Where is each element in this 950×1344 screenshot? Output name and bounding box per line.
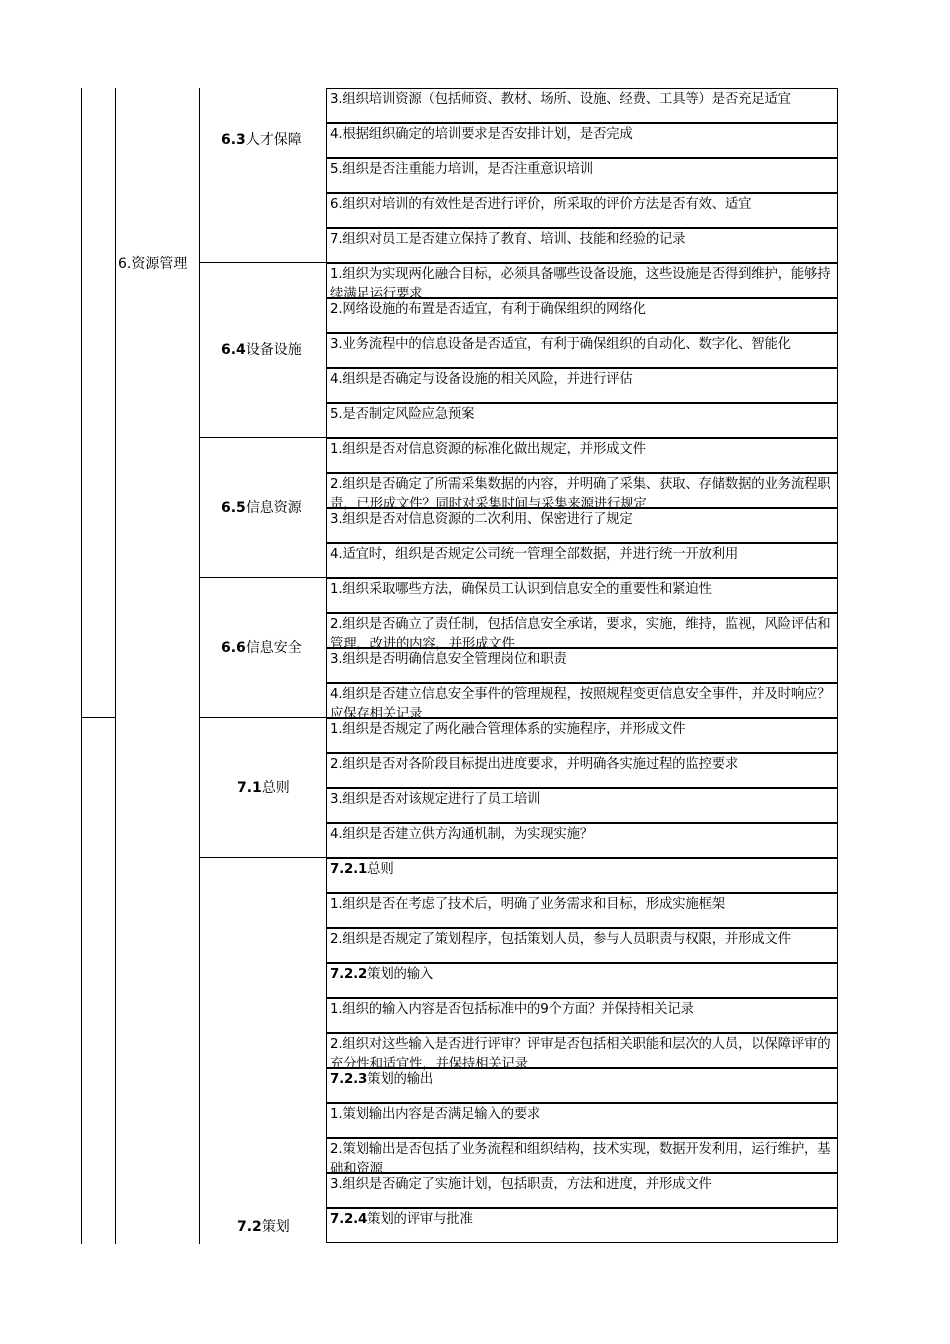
checklist-row-text: 1.组织是否对信息资源的标准化做出规定，并形成文件 (330, 442, 646, 457)
checklist-row-text: 3.组织是否对该规定进行了员工培训 (330, 792, 541, 807)
checklist-row-text: 5.组织是否注重能力培训，是否注重意识培训 (330, 162, 593, 177)
checklist-row-text: 1.组织为实现两化融合目标，必须具备哪些设备设施，这些设施是否得到维护，能够持续满足运行要求 (330, 267, 831, 302)
subsection-label: 6.6信息安全 (221, 640, 302, 656)
section-divider-6-7 (81, 717, 115, 718)
subheading-text: 总则 (367, 862, 394, 877)
checklist-row (326, 543, 838, 578)
checklist-row-text: 1.组织是否规定了两化融合管理体系的实施程序，并形成文件 (330, 722, 686, 737)
subsection-divider-7.1 (199, 857, 326, 858)
checklist-row (326, 193, 838, 228)
subsection-label: 7.2策划 (237, 1219, 290, 1235)
checklist-row (326, 1138, 838, 1177)
checklist-row-text: 3.组织是否确定了实施计划，包括职责，方法和进度，并形成文件 (330, 1177, 712, 1192)
checklist-row (326, 893, 838, 928)
section-label-resource-management: 6.资源管理 (118, 256, 188, 272)
checklist-row (326, 438, 838, 473)
checklist-row-text: 2.组织是否规定了策划程序，包括策划人员，参与人员职责与权限，并形成文件 (330, 932, 791, 947)
checklist-row-text: 4.组织是否建立信息安全事件的管理规程，按照规程变更信息安全事件，并及时响应？应保存相关记录 (330, 687, 831, 722)
subsection-divider-6.3 (199, 262, 326, 263)
checklist-row (326, 508, 838, 543)
checklist-row-text: 3.组织培训资源（包括师资、教材、场所、设施、经费、工具等）是否充足适宜 (330, 92, 791, 107)
checklist-row (326, 613, 838, 652)
checklist-row (326, 403, 838, 438)
subheading-number: 7.2.1 (330, 862, 368, 877)
checklist-row (326, 1033, 838, 1072)
checklist-row-text: 3.组织是否明确信息安全管理岗位和职责 (330, 652, 567, 667)
checklist-row (326, 158, 838, 193)
subsection-label: 6.3人才保障 (221, 132, 302, 148)
subheading-number: 7.2.4 (330, 1212, 368, 1227)
checklist-row-text: 4.适宜时，组织是否规定公司统一管理全部数据，并进行统一开放利用 (330, 547, 739, 562)
checklist-row-text: 5.是否制定风险应急预案 (330, 407, 475, 422)
checklist-row-text: 1.组织的输入内容是否包括标准中的9个方面？并保持相关记录 (330, 1002, 694, 1017)
checklist-row (326, 333, 838, 368)
subsection-label: 6.5信息资源 (221, 500, 302, 516)
checklist-subheading (326, 1208, 838, 1243)
subsection-divider-6.4 (199, 437, 326, 438)
subsection-divider-6.5 (199, 577, 326, 578)
checklist-row (326, 718, 838, 753)
checklist-row-text: 2.组织是否确立了责任制，包括信息安全承诺，要求，实施，维持，监视，风险评估和管理，改进的内容，并形成文件 (330, 617, 831, 652)
checklist-row (326, 228, 838, 263)
checklist-row-text: 2.策划输出是否包括了业务流程和组织结构，技术实现，数据开发利用，运行维护，基础和资源 (330, 1142, 831, 1177)
checklist-row (326, 368, 838, 403)
checklist-row (326, 648, 838, 683)
checklist-row (326, 753, 838, 788)
checklist-row (326, 123, 838, 158)
checklist-row (326, 1173, 838, 1208)
subheading-number: 7.2.3 (330, 1072, 368, 1087)
checklist-row-text: 1.组织是否在考虑了技术后，明确了业务需求和目标，形成实施框架 (330, 897, 725, 912)
checklist-row-text: 4.根据组织确定的培训要求是否安排计划，是否完成 (330, 127, 633, 142)
checklist-row-text: 3.组织是否对信息资源的二次利用、保密进行了规定 (330, 512, 633, 527)
checklist-row-text: 1.组织采取哪些方法，确保员工认识到信息安全的重要性和紧迫性 (330, 582, 712, 597)
subheading-text: 策划的输入 (367, 967, 434, 982)
checklist-subheading (326, 858, 838, 893)
checklist-subheading (326, 963, 838, 998)
checklist-row (326, 578, 838, 613)
checklist-row-text: 7.组织对员工是否建立保持了教育、培训、技能和经验的记录 (330, 232, 686, 247)
checklist-row-text: 2.组织是否对各阶段目标提出进度要求，并明确各实施过程的监控要求 (330, 757, 739, 772)
checklist-row-text: 4.组织是否建立供方沟通机制，为实现实施？ (330, 827, 593, 842)
table-border-left (81, 88, 82, 1244)
checklist-subheading (326, 1068, 838, 1103)
checklist-row-text: 1.策划输出内容是否满足输入的要求 (330, 1107, 541, 1122)
subsection-label: 7.1总则 (237, 780, 290, 796)
table-border-col1 (115, 88, 116, 1244)
checklist-row-text: 2.组织是否确定了所需采集数据的内容，并明确了采集、获取、存储数据的业务流程职责，已形成文件？同时对采集时间与采集来源进行规定 (330, 477, 831, 512)
checklist-row (326, 928, 838, 963)
checklist-row-text: 2.网络设施的布置是否适宜，有利于确保组织的网络化 (330, 302, 646, 317)
subheading-text: 策划的评审与批准 (367, 1212, 473, 1227)
subheading-number: 7.2.2 (330, 967, 368, 982)
checklist-row (326, 473, 838, 512)
checklist-row (326, 263, 838, 302)
subsection-divider-6.6 (199, 717, 326, 718)
checklist-row (326, 88, 838, 123)
checklist-row-text: 4.组织是否确定与设备设施的相关风险，并进行评估 (330, 372, 633, 387)
checklist-row (326, 298, 838, 333)
checklist-row-text: 3.业务流程中的信息设备是否适宜，有利于确保组织的自动化、数字化、智能化 (330, 337, 791, 352)
checklist-row (326, 998, 838, 1033)
checklist-row (326, 788, 838, 823)
checklist-row (326, 1103, 838, 1138)
checklist-row-text: 6.组织对培训的有效性是否进行评价，所采取的评价方法是否有效、适宜 (330, 197, 752, 212)
subheading-text: 策划的输出 (367, 1072, 434, 1087)
checklist-row-text: 2.组织对这些输入是否进行评审？评审是否包括相关职能和层次的人员，以保障评审的充分性和适宜性，并保持相关记录 (330, 1037, 831, 1072)
checklist-row (326, 683, 838, 722)
subsection-label: 6.4设备设施 (221, 342, 302, 358)
checklist-row (326, 823, 838, 858)
